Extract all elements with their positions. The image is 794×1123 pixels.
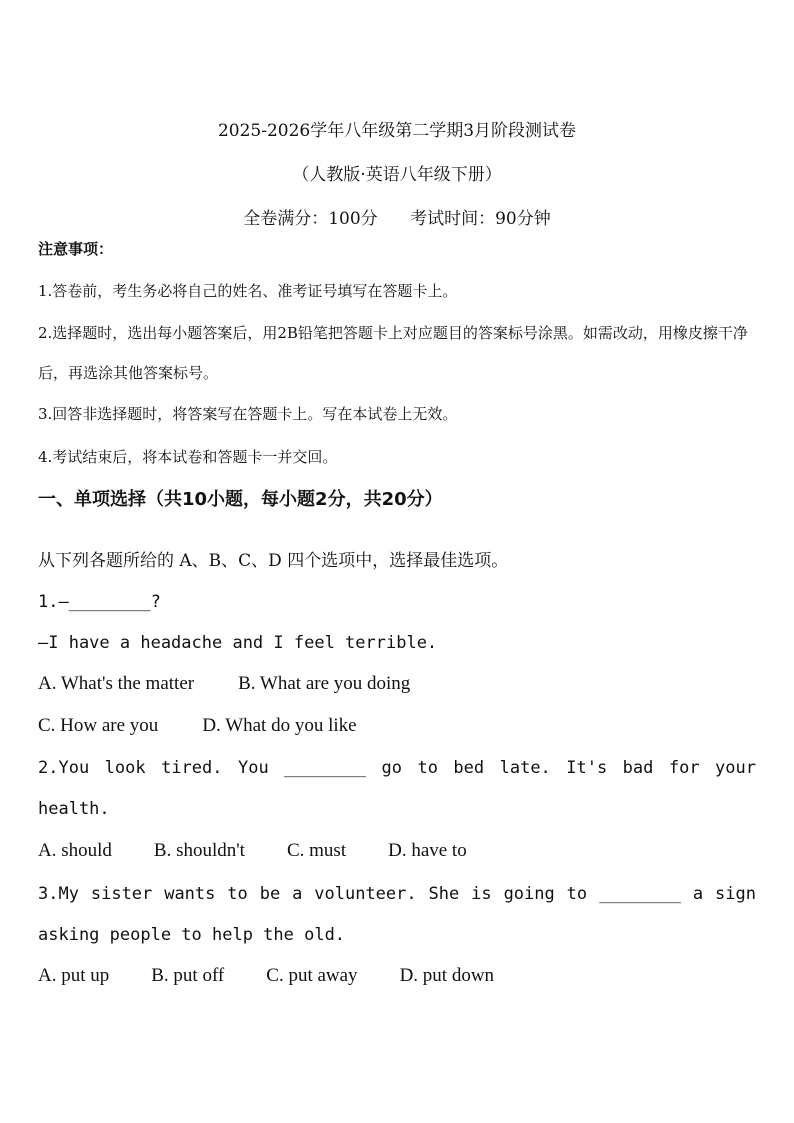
notice-heading: 注意事项： [38,240,114,258]
notice-item-4: 4.考试结束后，将本试卷和答题卡一并交回。 [38,448,338,466]
notice-item-2: 2.选择题时，选出每小题答案后，用2B铅笔把答题卡上对应题目的答案标号涂黑。如需改动，用橡皮擦干净后，再选涂其他答案标号。 [38,324,748,382]
question-2-option-b: B. shouldn't [153,840,245,861]
question-2-option-d: D. have to [388,840,467,861]
question-3-stem: 3.My sister wants to be a volunteer. She is going to ________ a sign asking people to help the old. [38,884,756,945]
question-2-option-a: A. should [38,840,112,861]
score-info: 全卷满分：100分 考试时间：90分钟 [243,209,551,229]
question-1-stem: 1.—________? [38,592,161,612]
question-1-option-b: B. What are you doing [238,673,411,694]
question-3-options [38,965,494,987]
question-1-option-d: D. What do you like [202,715,357,736]
question-3-option-c: C. put away [266,965,358,986]
exam-title: 2025-2026学年八年级第二学期3月阶段测试卷 [217,121,577,141]
exam-subtitle: （人教版·英语八年级下册） [292,165,502,185]
section-heading: 一、单项选择（共10小题，每小题2分，共20分） [38,489,443,510]
question-1-options-row-1 [38,673,410,695]
notice-item-3: 3.回答非选择题时，将答案写在答题卡上。写在本试卷上无效。 [38,405,458,423]
question-2-options [38,840,467,862]
question-3-option-a: A. put up [38,965,110,986]
question-3-option-d: D. put down [399,965,495,986]
section-instruction: 从下列各题所给的 A、B、C、D 四个选项中，选择最佳选项。 [38,551,509,571]
question-2-stem: 2.You look tired. You ________ go to bed late. It's bad for your health. [38,758,756,819]
question-1-response: —I have a headache and I feel terrible. [38,633,438,653]
question-1-options-row-2 [38,715,357,737]
notice-item-1: 1.答卷前，考生务必将自己的姓名、准考证号填写在答题卡上。 [38,282,458,300]
question-3-option-b: B. put off [151,965,225,986]
question-1-option-c: C. How are you [38,715,159,736]
question-2-option-c: C. must [286,840,347,861]
question-1-option-a: A. What's the matter [38,673,195,694]
